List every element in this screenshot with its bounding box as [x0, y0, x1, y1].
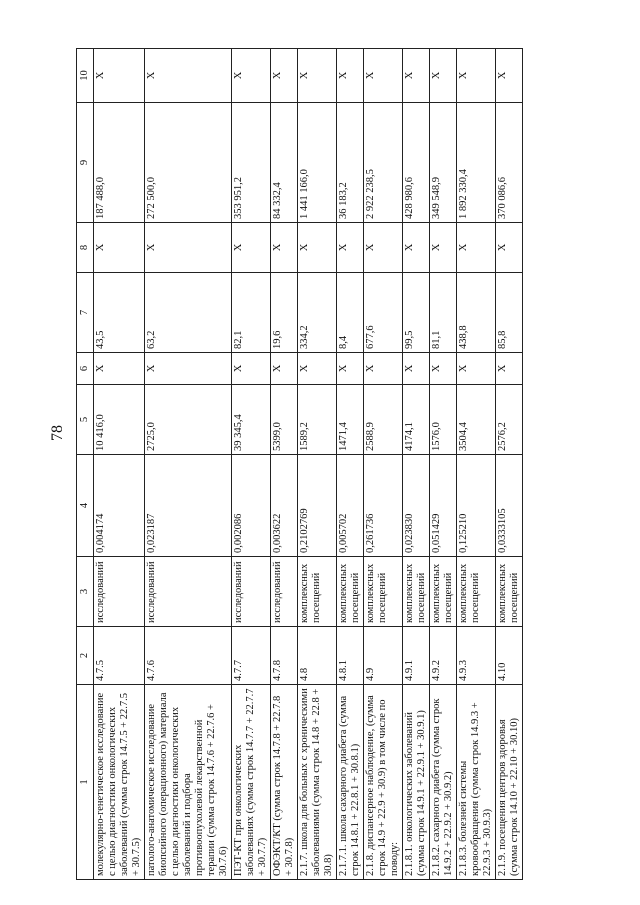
table-cell-c4: 0,125210 — [457, 455, 496, 557]
table-cell-c7: 85,8 — [496, 273, 523, 353]
table-row — [94, 49, 145, 880]
table-cell-c3: исследований — [145, 557, 232, 627]
table-cell-c8: X — [232, 223, 271, 273]
table-cell-c7: 63,2 — [145, 273, 232, 353]
table-cell-c1: патолого-анатомическое исследование биопсийного (операционного) материала с целью диагностики онкологических заболеваний и подбора противоопухолевой лекарственной терапии (сумма строк 14.7.6 + 22.7.6 + 30.7.6) — [145, 685, 232, 880]
table-cell-c3: исследований — [271, 557, 298, 627]
table-cell-c5: 2725,0 — [145, 385, 232, 455]
table-cell-c7: 438,8 — [457, 273, 496, 353]
table-cell-c7: 677,6 — [364, 273, 403, 353]
table-cell-c10: X — [94, 49, 145, 103]
table-cell-c5: 5399,0 — [271, 385, 298, 455]
table-cell-c1: ОФЭКТ/КТ (сумма строк 14.7.8 + 22.7.8 + 30.7.8) — [271, 685, 298, 880]
table-row — [364, 49, 403, 880]
table-cell-c1: 2.1.8.2. сахарного диабета (сумма строк 14.9.2 + 22.9.2 + 30.9.2) — [430, 685, 457, 880]
table-cell-c8: X — [496, 223, 523, 273]
table-cell-c1: ПЭТ-КТ при онкологических заболеваниях (сумма строк 14.7.7 + 22.7.7 + 30.7.7) — [232, 685, 271, 880]
table-cell-c4: 0,2102769 — [298, 455, 337, 557]
table-cell-c10: X — [364, 49, 403, 103]
column-header: 7 — [77, 273, 94, 353]
table-cell-c2: 4.9 — [364, 627, 403, 685]
table-cell-c6: X — [94, 353, 145, 385]
table-cell-c9: 428 980,6 — [403, 103, 430, 223]
table-cell-c4: 0,0333105 — [496, 455, 523, 557]
table-cell-c8: X — [364, 223, 403, 273]
table-cell-c5: 1589,2 — [298, 385, 337, 455]
table-cell-c3: комплексных посещений — [430, 557, 457, 627]
table-cell-c5: 1471,4 — [337, 385, 364, 455]
table-cell-c9: 272 500,0 — [145, 103, 232, 223]
column-header: 10 — [77, 49, 94, 103]
table-cell-c3: комплексных посещений — [337, 557, 364, 627]
table-row — [403, 49, 430, 880]
column-header: 4 — [77, 455, 94, 557]
table-cell-c6: X — [337, 353, 364, 385]
table-cell-c3: исследований — [232, 557, 271, 627]
table-cell-c10: X — [430, 49, 457, 103]
table-cell-c4: 0,005702 — [337, 455, 364, 557]
table-cell-c2: 4.8.1 — [337, 627, 364, 685]
table-cell-c6: X — [298, 353, 337, 385]
rotated-table-container — [76, 49, 546, 880]
table-cell-c5: 2588,9 — [364, 385, 403, 455]
table-cell-c7: 81,1 — [430, 273, 457, 353]
table-cell-c3: исследований — [94, 557, 145, 627]
table-cell-c10: X — [403, 49, 430, 103]
table-cell-c1: молекулярно-генетическое исследование с целью диагностики онкологических заболеваний (сумма строк 14.7.5 + 22.7.5 + 30.7.5) — [94, 685, 145, 880]
table-cell-c3: комплексных посещений — [364, 557, 403, 627]
table-cell-c2: 4.9.1 — [403, 627, 430, 685]
table-cell-c1: 2.1.7. школа для больных с хроническими заболеваниями (сумма строк 14.8 + 22.8 + 30.8) — [298, 685, 337, 880]
table-cell-c8: X — [298, 223, 337, 273]
table-cell-c1: 2.1.9. посещения центров здоровья (сумма строк 14.10 + 22.10 + 30.10) — [496, 685, 523, 880]
column-header: 2 — [77, 627, 94, 685]
table-cell-c7: 8,4 — [337, 273, 364, 353]
column-header: 5 — [77, 385, 94, 455]
table-cell-c4: 0,023830 — [403, 455, 430, 557]
table-cell-c10: X — [496, 49, 523, 103]
table-cell-c5: 4174,1 — [403, 385, 430, 455]
table-cell-c5: 10 416,0 — [94, 385, 145, 455]
table-cell-c4: 0,023187 — [145, 455, 232, 557]
table-cell-c10: X — [337, 49, 364, 103]
table-cell-c8: X — [337, 223, 364, 273]
table-cell-c8: X — [145, 223, 232, 273]
table-cell-c9: 349 548,9 — [430, 103, 457, 223]
table-cell-c9: 84 332,4 — [271, 103, 298, 223]
table-cell-c6: X — [271, 353, 298, 385]
table-cell-c3: комплексных посещений — [457, 557, 496, 627]
table-cell-c9: 36 183,2 — [337, 103, 364, 223]
table-cell-c4: 0,002086 — [232, 455, 271, 557]
table-cell-c7: 82,1 — [232, 273, 271, 353]
column-header: 1 — [77, 685, 94, 880]
column-header: 6 — [77, 353, 94, 385]
table-row — [496, 49, 523, 880]
table-cell-c2: 4.7.7 — [232, 627, 271, 685]
table-row — [298, 49, 337, 880]
data-table — [76, 48, 523, 880]
table-cell-c8: X — [271, 223, 298, 273]
table-cell-c10: X — [145, 49, 232, 103]
table-cell-c2: 4.7.6 — [145, 627, 232, 685]
table-cell-c10: X — [457, 49, 496, 103]
table-cell-c9: 1 892 330,4 — [457, 103, 496, 223]
column-header: 8 — [77, 223, 94, 273]
table-cell-c4: 0,004174 — [94, 455, 145, 557]
table-cell-c4: 0,003622 — [271, 455, 298, 557]
table-cell-c9: 2 922 238,5 — [364, 103, 403, 223]
table-cell-c10: X — [232, 49, 271, 103]
table-row — [232, 49, 271, 880]
table-cell-c5: 3504,4 — [457, 385, 496, 455]
table-body — [94, 49, 523, 880]
table-cell-c3: комплексных посещений — [403, 557, 430, 627]
table-cell-c8: X — [94, 223, 145, 273]
table-cell-c10: X — [271, 49, 298, 103]
table-row — [337, 49, 364, 880]
table-cell-c7: 334,2 — [298, 273, 337, 353]
table-cell-c1: 2.1.8.1. онкологических заболеваний (сумма строк 14.9.1 + 22.9.1 + 30.9.1) — [403, 685, 430, 880]
table-row — [457, 49, 496, 880]
table-header-row — [77, 49, 94, 880]
table-cell-c7: 99,5 — [403, 273, 430, 353]
table-cell-c2: 4.7.8 — [271, 627, 298, 685]
table-cell-c3: комплексных посещений — [298, 557, 337, 627]
table-cell-c3: комплексных посещений — [496, 557, 523, 627]
table-cell-c9: 353 951,2 — [232, 103, 271, 223]
table-cell-c6: X — [145, 353, 232, 385]
table-cell-c4: 0,261736 — [364, 455, 403, 557]
table-cell-c6: X — [457, 353, 496, 385]
table-cell-c6: X — [232, 353, 271, 385]
table-row — [145, 49, 232, 880]
page-number: 78 — [49, 425, 66, 441]
table-cell-c2: 4.7.5 — [94, 627, 145, 685]
table-row — [430, 49, 457, 880]
table-cell-c5: 1576,0 — [430, 385, 457, 455]
table-cell-c6: X — [496, 353, 523, 385]
table-cell-c2: 4.9.3 — [457, 627, 496, 685]
table-cell-c6: X — [430, 353, 457, 385]
table-cell-c6: X — [403, 353, 430, 385]
table-cell-c9: 370 086,6 — [496, 103, 523, 223]
table-cell-c2: 4.8 — [298, 627, 337, 685]
table-row — [271, 49, 298, 880]
table-cell-c9: 187 488,0 — [94, 103, 145, 223]
table-cell-c5: 2576,2 — [496, 385, 523, 455]
table-cell-c5: 39 345,4 — [232, 385, 271, 455]
table-cell-c2: 4.9.2 — [430, 627, 457, 685]
table-cell-c4: 0,051429 — [430, 455, 457, 557]
table-cell-c6: X — [364, 353, 403, 385]
table-cell-c10: X — [298, 49, 337, 103]
table-cell-c9: 1 441 166,0 — [298, 103, 337, 223]
table-cell-c7: 19,6 — [271, 273, 298, 353]
table-cell-c1: 2.1.8. диспансерное наблюдение, (сумма строк 14.9 + 22.9 + 30.9) в том числе по поводу: — [364, 685, 403, 880]
table-cell-c1: 2.1.8.3. болезней системы кровообращения (сумма строк 14.9.3 + 22.9.3 + 30.9.3) — [457, 685, 496, 880]
column-header: 3 — [77, 557, 94, 627]
table-cell-c7: 43,5 — [94, 273, 145, 353]
column-header: 9 — [77, 103, 94, 223]
table-cell-c1: 2.1.7.1. школа сахарного диабета (сумма строк 14.8.1 + 22.8.1 + 30.8.1) — [337, 685, 364, 880]
table-cell-c8: X — [430, 223, 457, 273]
table-cell-c2: 4.10 — [496, 627, 523, 685]
table-cell-c8: X — [403, 223, 430, 273]
table-cell-c8: X — [457, 223, 496, 273]
